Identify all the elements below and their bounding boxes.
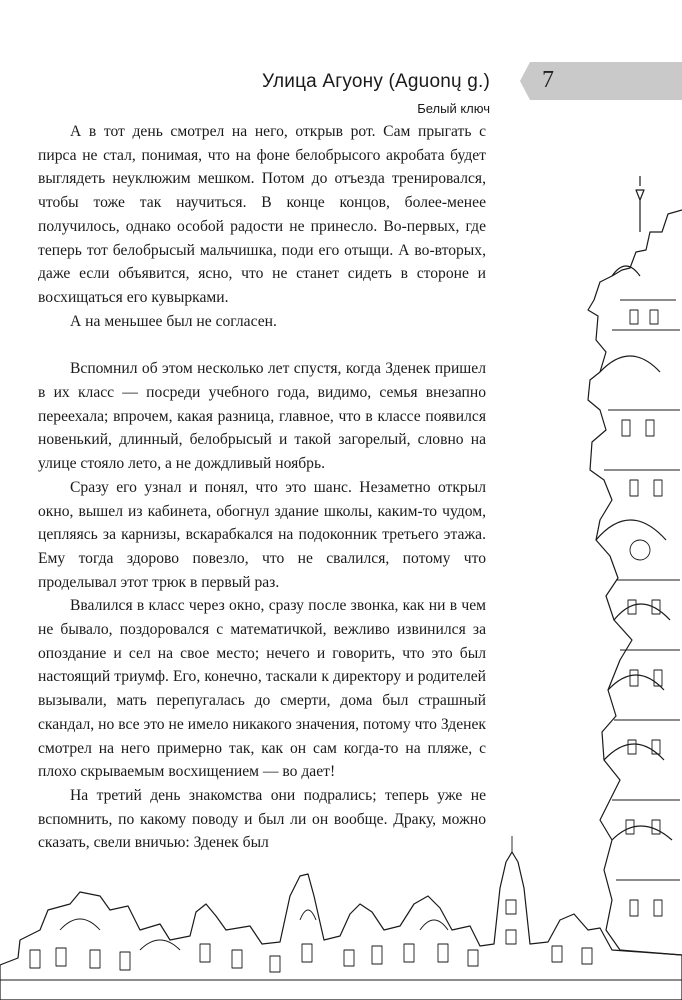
paragraph: А на меньшее был не согласен. xyxy=(70,312,277,330)
section-break xyxy=(38,333,486,357)
paragraph: Вспомнил об этом несколько лет спустя, когда Зденек пришел в их класс — посреди учебного года, видимо, семья внезапно переехала; впрочем, какая разница, главное, что в классе появился новенький, длинный, белобрысый и такой загорелый, словно на улице стояло лето, а не дождливый ноябрь. xyxy=(38,360,486,473)
chapter-subtitle: Белый ключ xyxy=(417,101,490,116)
chapter-title: Улица Агуону (Aguonų g.) xyxy=(261,71,490,92)
paragraph: Сразу его узнал и понял, что это шанс. Незаметно открыл окно, вышел из кабинета, обогнул здание школы, каким-то чудом, цепляясь за карнизы, вскарабкался на подоконник третьего этажа. Ему тогда здорово повезло, что не свалился, потому что проделывал этот трюк в первый раз. xyxy=(38,478,486,591)
paragraph: Ввалился в класс через окно, сразу после звонка, как ни в чем не бывало, поздоровался с математичкой, вежливо извинился за опоздание и сел на свое место; нечего и говорить, что это был настоящий триумф. Его, конечно, таскали к директору и родителей вызывали, мать перепугалась до смерти, дома был страшный скандал, но все это не имело никакого значения, потому что Зденек смотрел на него примерно так, как он сам когда-то на пляже, с плохо скрываемым восхищением — во дает! xyxy=(38,597,486,781)
paragraph: А в тот день смотрел на него, открыв рот. Сам прыгать с пирса не стал, понимая, что на фоне белобрысого акробата будет выглядеть неуклюжим мешком. Потом до отъезда тренировался, чтобы тоже так научиться. В конце концов, более-менее получилось, однако особой радости не принесло. Во-первых, где теперь тот белобрысый мальчишка, поди его отыщи. А во-вторых, даже если объявится, ясно, что не станет сидеть в сторонe и восхищаться его кувырками. xyxy=(38,123,486,306)
page-number: 7 xyxy=(542,67,554,93)
body-text xyxy=(38,120,486,855)
running-head xyxy=(262,70,490,118)
right-skyline-icon xyxy=(588,176,682,955)
paragraph: На третий день знакомства они подрались; теперь уже не вспомнить, по какому поводу и был ли он вообще. Драку, можно сказать, свели вничью: Зденек был xyxy=(38,786,486,852)
bottom-skyline-icon xyxy=(0,836,682,1000)
